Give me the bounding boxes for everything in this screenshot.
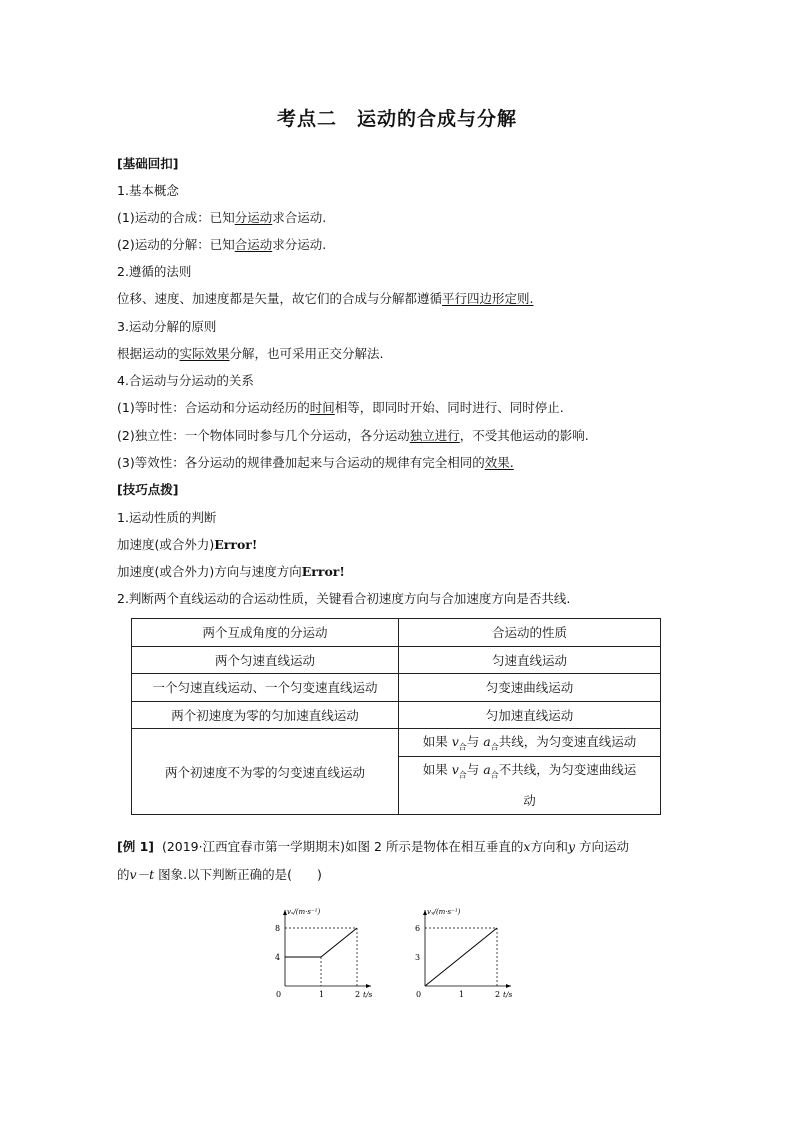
var-y: y — [567, 839, 576, 854]
table-header-row — [132, 619, 661, 647]
table-cell: 匀速直线运动 — [399, 646, 661, 674]
paragraph-acceleration — [117, 536, 257, 554]
text: 加速度(或合外力)方向与速度方向 — [117, 564, 302, 579]
underlined-answer: 独立进行 — [409, 428, 460, 443]
heading-relationship: 4.合运动与分运动的关系 — [117, 373, 254, 388]
table-cell: 匀变速曲线运动 — [399, 674, 661, 702]
example-line-1 — [117, 838, 629, 856]
table-row — [132, 729, 661, 757]
paragraph-principle — [117, 345, 384, 363]
x-tick-label: 0 — [276, 990, 282, 999]
heading-motion-nature: 1.运动性质的判断 — [117, 510, 217, 525]
paragraph-decomposition — [117, 236, 326, 254]
text: 与 — [466, 761, 480, 777]
error-text: Error! — [214, 537, 258, 552]
series-line — [285, 928, 357, 957]
vy-t-chart — [408, 900, 518, 1005]
x-axis-arrow — [366, 984, 371, 988]
x-tick-label: 0 — [416, 990, 422, 999]
text: 求合运动. — [272, 210, 327, 225]
text: 分解，也可采用正交分解法. — [229, 346, 384, 361]
text: 根据运动的 — [117, 346, 180, 361]
section-heading-tips: [技巧点拨] — [117, 482, 179, 497]
heading-rules: 2.遵循的法则 — [117, 264, 192, 279]
text: ，不受其他运动的影响. — [459, 428, 589, 443]
text: 图象.以下判断正确的是( ) — [158, 867, 322, 882]
x-tick-label: 1 — [459, 990, 465, 999]
paragraph-isochronism — [117, 399, 564, 417]
text: (2)独立性：一个物体同时参与几个分运动，各分运动 — [117, 428, 410, 443]
x-axis-label: t/s — [363, 990, 373, 999]
text: 不共线，为匀变速曲线运 — [498, 761, 637, 777]
var-x: x — [523, 839, 531, 854]
text: 求分运动. — [272, 237, 327, 252]
text: 如果 — [422, 734, 448, 749]
y-tick-label: 8 — [275, 924, 281, 933]
text: 共线，为匀变速直线运动 — [498, 734, 637, 749]
var-a: a — [483, 761, 491, 777]
series-line — [425, 928, 497, 986]
y-axis-label: vᵧ/(m·s⁻¹) — [427, 908, 461, 916]
underlined-answer: 平行四边形定则. — [442, 291, 534, 306]
var-v: v — [451, 761, 459, 777]
subscript: 合 — [490, 742, 499, 752]
example-label: [例 1] — [117, 839, 154, 854]
table-row — [132, 646, 661, 674]
y-tick-label: 4 — [275, 953, 281, 962]
paragraph-equivalence — [117, 454, 514, 472]
underlined-answer: 效果. — [484, 455, 514, 470]
subscript: 合 — [490, 770, 499, 779]
underlined-answer: 合运动 — [234, 237, 273, 252]
heading-basic-concepts: 1.基本概念 — [117, 183, 179, 198]
paragraph-vectors — [117, 290, 534, 308]
underlined-answer: 实际效果 — [179, 346, 230, 361]
page-title: 考点二 运动的合成与分解 — [276, 108, 517, 130]
table-cell: 两个初速度不为零的匀变速直线运动 — [132, 729, 399, 815]
table-cell: 两个初速度为零的匀加速直线运动 — [132, 701, 399, 729]
x-tick-label: 2 — [355, 990, 361, 999]
text: 位移、速度、加速度都是矢量，故它们的合成与分解都遵循 — [117, 291, 443, 306]
text: (2)运动的分解：已知 — [117, 237, 235, 252]
x-tick-label: 1 — [319, 990, 325, 999]
table-header-cell: 合运动的性质 — [399, 619, 661, 647]
x-axis-arrow — [506, 984, 511, 988]
text: 的 — [117, 867, 130, 882]
y-axis-label: vₓ/(m·s⁻¹) — [287, 908, 321, 916]
underlined-answer: 分运动 — [234, 210, 273, 225]
paragraph-acceleration-direction — [117, 563, 345, 581]
text: 如果 — [422, 761, 448, 777]
text: 加速度(或合外力) — [117, 537, 215, 552]
text: 相等，即同时开始、同时进行、同时停止. — [334, 400, 564, 415]
var-v: v — [451, 734, 459, 749]
text: 方向运动 — [579, 839, 630, 854]
paragraph-judgement: 2.判断两个直线运动的合运动性质，关键看合初速度方向与合加速度方向是否共线. — [117, 591, 571, 606]
var-vt: v－t — [129, 867, 155, 882]
text: (1)运动的合成：已知 — [117, 210, 235, 225]
x-axis-label: t/s — [503, 990, 513, 999]
table-cell — [399, 756, 661, 815]
text: (2019·江西宜春市第一学期期末)如图 2 所示是物体在相互垂直的 — [161, 839, 524, 854]
table-row — [132, 674, 661, 702]
underlined-answer: 时间 — [309, 400, 335, 415]
motion-table — [131, 618, 661, 815]
text: (3)等效性：各分运动的规律叠加起来与合运动的规律有完全相同的 — [117, 455, 485, 470]
y-tick-label: 3 — [415, 953, 421, 962]
x-tick-label: 2 — [495, 990, 501, 999]
text: (1)等时性：合运动和分运动经历的 — [117, 400, 310, 415]
y-tick-label: 6 — [415, 924, 421, 933]
paragraph-independence — [117, 427, 589, 445]
table-header-cell: 两个互成角度的分运动 — [132, 619, 399, 647]
text: 与 — [466, 734, 480, 749]
section-heading-basics: [基础回扣] — [117, 156, 179, 171]
vx-t-chart — [268, 900, 378, 1005]
example-line-2 — [117, 866, 322, 884]
subscript: 合 — [458, 770, 467, 779]
var-a: a — [483, 734, 491, 749]
table-row — [132, 701, 661, 729]
subscript: 合 — [458, 742, 467, 752]
text: 方向和 — [530, 839, 568, 854]
error-text: Error! — [301, 564, 345, 579]
table-cell — [399, 729, 661, 757]
table-cell: 匀加速直线运动 — [399, 701, 661, 729]
paragraph-composition — [117, 209, 326, 227]
heading-principle: 3.运动分解的原则 — [117, 319, 217, 334]
table-cell: 一个匀速直线运动、一个匀变速直线运动 — [132, 674, 399, 702]
text: 动 — [523, 793, 536, 808]
table-cell: 两个匀速直线运动 — [132, 646, 399, 674]
